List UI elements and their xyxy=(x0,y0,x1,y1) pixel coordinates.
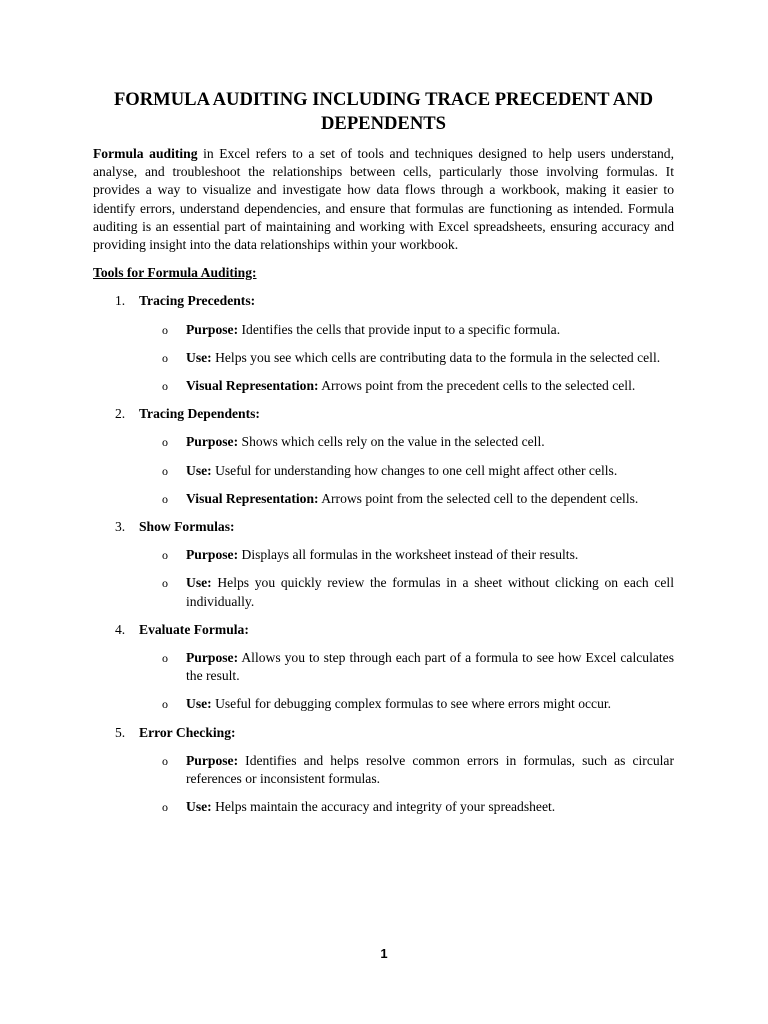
intro-paragraph xyxy=(93,145,674,254)
detail-label: Use: xyxy=(186,696,212,712)
tool-name: Error Checking: xyxy=(139,724,236,740)
tool-number: 3. xyxy=(115,519,126,535)
detail-text: Helps maintain the accuracy and integrity of your spreadsheet. xyxy=(211,799,556,815)
tool-item xyxy=(93,621,674,714)
detail-label: Purpose: xyxy=(186,752,239,768)
detail-label: Use: xyxy=(186,575,212,591)
detail-text: Useful for understanding how changes to one cell might affect other cells. xyxy=(211,462,618,478)
detail-item xyxy=(93,798,674,816)
bullet-icon: o xyxy=(162,800,168,815)
bullet-icon: o xyxy=(162,463,168,478)
tool-details-list xyxy=(93,752,674,817)
tool-details-list xyxy=(93,546,674,611)
detail-text: Arrows point from the precedent cells to the selected cell. xyxy=(318,378,636,394)
detail-item xyxy=(93,649,674,685)
tool-name: Tracing Dependents: xyxy=(139,406,260,422)
tools-list xyxy=(93,292,674,816)
tool-name: Tracing Precedents: xyxy=(139,293,256,309)
tool-item xyxy=(93,292,674,395)
detail-label: Use: xyxy=(186,462,212,478)
bullet-icon: o xyxy=(162,379,168,394)
bullet-icon: o xyxy=(162,651,168,666)
bullet-icon: o xyxy=(162,435,168,450)
detail-text: Useful for debugging complex formulas to see where errors might occur. xyxy=(211,696,612,712)
tool-number: 1. xyxy=(115,293,126,309)
tool-item xyxy=(93,405,674,508)
detail-item xyxy=(93,574,674,610)
tool-item xyxy=(93,724,674,817)
detail-label: Purpose: xyxy=(186,650,239,666)
detail-text: Shows which cells rely on the value in the selected cell. xyxy=(238,434,545,450)
detail-label: Purpose: xyxy=(186,321,239,337)
detail-item xyxy=(93,752,674,788)
detail-item xyxy=(93,695,674,713)
detail-label: Visual Representation: xyxy=(186,490,319,506)
detail-item xyxy=(93,490,674,508)
detail-label: Purpose: xyxy=(186,547,239,563)
detail-text: Identifies and helps resolve common errors in formulas, such as circular references or inconsistent formulas. xyxy=(186,752,674,787)
tool-heading xyxy=(93,405,674,423)
intro-text: in Excel refers to a set of tools and techniques designed to help users understand, analyse, and troubleshoot the relationships between cells, particularly those involving formulas. It provides a way to visualize and investigate how data flows through a workbook, making it easier to identify errors, understand dependencies, and ensure that formulas are functioning as intended. Formula auditing is an essential part of maintaining and working with Excel spreadsheets, ensuring accuracy and providing insight into the data relationships within your workbook. xyxy=(93,146,674,253)
document-title: FORMULA AUDITING INCLUDING TRACE PRECEDENT AND DEPENDENTS xyxy=(113,89,654,134)
detail-item xyxy=(93,433,674,451)
detail-item xyxy=(93,462,674,480)
tool-name: Evaluate Formula: xyxy=(139,621,249,637)
section-heading: Tools for Formula Auditing: xyxy=(93,265,257,281)
bullet-icon: o xyxy=(162,322,168,337)
detail-text: Helps you quickly review the formulas in a sheet without clicking on each cell individually. xyxy=(186,575,674,609)
tool-number: 4. xyxy=(115,621,126,637)
detail-label: Purpose: xyxy=(186,434,239,450)
bullet-icon: o xyxy=(162,576,168,591)
detail-item xyxy=(93,321,674,339)
tool-number: 5. xyxy=(115,724,126,740)
document-page xyxy=(93,88,674,826)
intro-lead-term: Formula auditing xyxy=(93,146,198,161)
bullet-icon: o xyxy=(162,491,168,506)
detail-label: Visual Representation: xyxy=(186,378,319,394)
bullet-icon: o xyxy=(162,548,168,563)
tool-heading xyxy=(93,292,674,310)
detail-item xyxy=(93,377,674,395)
detail-text: Arrows point from the selected cell to the dependent cells. xyxy=(318,490,639,506)
detail-label: Use: xyxy=(186,799,212,815)
bullet-icon: o xyxy=(162,697,168,712)
tool-heading xyxy=(93,724,674,742)
detail-text: Helps you see which cells are contributing data to the formula in the selected cell. xyxy=(211,349,661,365)
detail-text: Allows you to step through each part of a formula to see how Excel calculates the result. xyxy=(186,650,674,684)
tool-item xyxy=(93,518,674,611)
detail-text: Displays all formulas in the worksheet instead of their results. xyxy=(238,547,579,563)
tool-name: Show Formulas: xyxy=(139,519,235,535)
bullet-icon: o xyxy=(162,350,168,365)
tool-details-list xyxy=(93,649,674,714)
page-number: 1 xyxy=(380,946,388,961)
tool-details-list xyxy=(93,321,674,396)
detail-item xyxy=(93,546,674,564)
detail-label: Use: xyxy=(186,349,212,365)
tool-heading xyxy=(93,518,674,536)
tool-details-list xyxy=(93,433,674,508)
tool-heading xyxy=(93,621,674,639)
tool-number: 2. xyxy=(115,406,126,422)
bullet-icon: o xyxy=(162,753,168,768)
detail-item xyxy=(93,349,674,367)
detail-text: Identifies the cells that provide input to a specific formula. xyxy=(238,321,561,337)
